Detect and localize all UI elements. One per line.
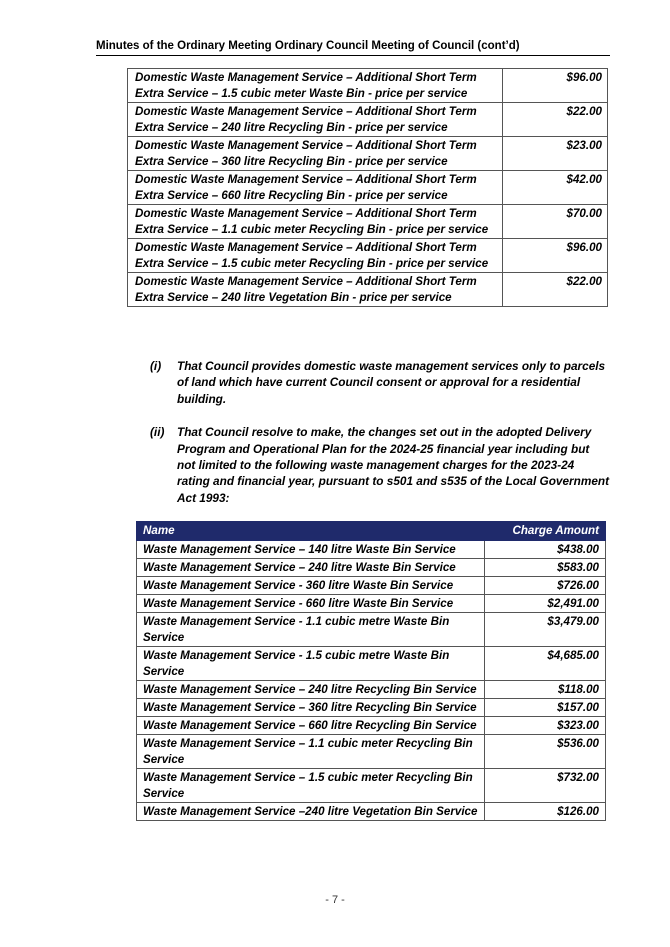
charge-name: Waste Management Service –240 litre Vegetation Bin Service <box>137 803 485 821</box>
service-price: $96.00 <box>503 239 608 273</box>
charge-amount: $536.00 <box>485 735 606 769</box>
service-description: Domestic Waste Management Service – Additional Short Term Extra Service – 360 litre Recycling Bin - price per service <box>128 137 503 171</box>
waste-charges-table <box>136 521 606 821</box>
charge-name: Waste Management Service – 360 litre Recycling Bin Service <box>137 699 485 717</box>
column-header-amount: Charge Amount <box>485 522 606 541</box>
charge-amount: $4,685.00 <box>485 647 606 681</box>
charge-name: Waste Management Service – 140 litre Waste Bin Service <box>137 541 485 559</box>
service-price: $22.00 <box>503 273 608 307</box>
charge-amount: $118.00 <box>485 681 606 699</box>
table-row <box>137 717 606 735</box>
table-row <box>137 577 606 595</box>
extra-service-table <box>127 68 608 307</box>
service-description: Domestic Waste Management Service – Additional Short Term Extra Service – 1.5 cubic meter Waste Bin - price per service <box>128 69 503 103</box>
column-header-name: Name <box>137 522 485 541</box>
charge-name: Waste Management Service – 660 litre Recycling Bin Service <box>137 717 485 735</box>
service-price: $42.00 <box>503 171 608 205</box>
charge-name: Waste Management Service - 660 litre Waste Bin Service <box>137 595 485 613</box>
table-row <box>128 171 608 205</box>
table-row <box>137 681 606 699</box>
service-price: $23.00 <box>503 137 608 171</box>
table-row <box>128 205 608 239</box>
charge-amount: $732.00 <box>485 769 606 803</box>
page-header: Minutes of the Ordinary Meeting Ordinary Council Meeting of Council (cont’d) <box>96 40 610 56</box>
table-row <box>137 559 606 577</box>
charge-name: Waste Management Service – 1.1 cubic meter Recycling Bin Service <box>137 735 485 769</box>
resolution-text: That Council resolve to make, the changes set out in the adopted Delivery Program and Operational Plan for the 2024-25 financial year including but not limited to the following waste management charges for the 2023-24 rating and financial year, pursuant to s501 and s535 of the Local Government Act 1993: <box>177 425 610 505</box>
table-row <box>137 735 606 769</box>
charge-amount: $2,491.00 <box>485 595 606 613</box>
table-row <box>128 239 608 273</box>
table-row <box>137 803 606 821</box>
charge-name: Waste Management Service – 240 litre Recycling Bin Service <box>137 681 485 699</box>
table-row <box>128 69 608 103</box>
charge-name: Waste Management Service - 360 litre Waste Bin Service <box>137 577 485 595</box>
service-price: $22.00 <box>503 103 608 137</box>
table-row <box>128 103 608 137</box>
charge-name: Waste Management Service – 240 litre Waste Bin Service <box>137 559 485 577</box>
charge-amount: $323.00 <box>485 717 606 735</box>
table-header-row <box>137 522 606 541</box>
service-price: $70.00 <box>503 205 608 239</box>
resolution-item <box>150 424 610 506</box>
resolution-text: That Council provides domestic waste management services only to parcels of land which have current Council consent or approval for a residential building. <box>177 359 606 406</box>
table-row <box>128 137 608 171</box>
resolution-number: (ii) <box>150 425 165 440</box>
charge-name: Waste Management Service - 1.5 cubic metre Waste Bin Service <box>137 647 485 681</box>
charge-name: Waste Management Service – 1.5 cubic meter Recycling Bin Service <box>137 769 485 803</box>
service-price: $96.00 <box>503 69 608 103</box>
service-description: Domestic Waste Management Service – Additional Short Term Extra Service – 1.1 cubic meter Recycling Bin - price per service <box>128 205 503 239</box>
charge-amount: $157.00 <box>485 699 606 717</box>
charge-amount: $3,479.00 <box>485 613 606 647</box>
table-row <box>137 769 606 803</box>
table-row <box>137 595 606 613</box>
table-row <box>137 647 606 681</box>
table-row <box>137 541 606 559</box>
page-number: - 7 - <box>325 894 345 906</box>
service-description: Domestic Waste Management Service – Additional Short Term Extra Service – 240 litre Recycling Bin - price per service <box>128 103 503 137</box>
charge-amount: $726.00 <box>485 577 606 595</box>
service-description: Domestic Waste Management Service – Additional Short Term Extra Service – 1.5 cubic meter Recycling Bin - price per service <box>128 239 503 273</box>
resolution-list <box>150 358 610 523</box>
charge-amount: $126.00 <box>485 803 606 821</box>
charge-amount: $438.00 <box>485 541 606 559</box>
table-row <box>137 699 606 717</box>
resolution-number: (i) <box>150 359 162 373</box>
service-description: Domestic Waste Management Service – Additional Short Term Extra Service – 660 litre Recycling Bin - price per service <box>128 171 503 205</box>
resolution-item <box>150 358 610 407</box>
charge-amount: $583.00 <box>485 559 606 577</box>
table-row <box>128 273 608 307</box>
charge-name: Waste Management Service - 1.1 cubic metre Waste Bin Service <box>137 613 485 647</box>
table-row <box>137 613 606 647</box>
service-description: Domestic Waste Management Service – Additional Short Term Extra Service – 240 litre Vegetation Bin - price per service <box>128 273 503 307</box>
